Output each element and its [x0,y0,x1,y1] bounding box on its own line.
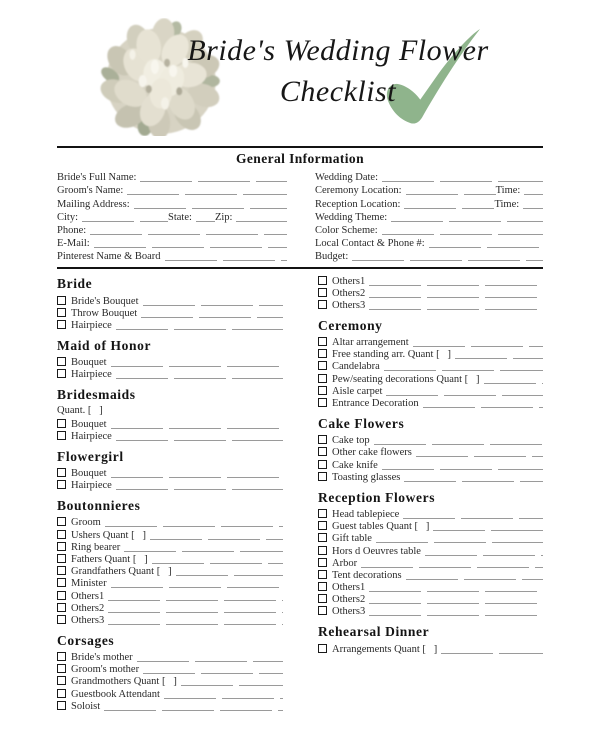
form-field-row [315,210,543,223]
checklist-section [57,633,283,712]
document-header [0,0,600,146]
field-label: Local Contact & Phone #: [315,238,425,250]
write-in-line[interactable] [111,420,283,429]
item-label: Cake top [332,435,370,447]
item-label: Bouquet [71,468,107,479]
write-in-line[interactable] [108,592,283,601]
write-in-line[interactable] [369,289,543,298]
item-label: Head tablepiece [332,508,400,520]
field-write-in-line[interactable] [140,173,287,182]
checklist-item [318,593,543,605]
write-in-line[interactable] [374,436,543,445]
checkbox[interactable] [57,652,66,661]
write-in-line[interactable] [150,531,283,540]
item-label: Others3 [332,299,366,311]
checkbox[interactable] [57,689,66,698]
item-label: Soloist [71,700,101,712]
item-label: Grandmothers Quant [ ] [71,676,177,688]
checklist-section [57,338,283,380]
field-write-in-line[interactable] [90,226,287,235]
general-information-heading: General Information [236,151,364,166]
write-in-line[interactable] [152,555,283,564]
write-in-line[interactable] [386,387,543,396]
checklist-item [318,471,543,483]
checkbox[interactable] [57,480,66,489]
section-heading: Ceremony [318,317,383,333]
checkbox[interactable] [57,320,66,329]
checkbox[interactable] [57,369,66,378]
checklist-item [318,287,543,299]
checkbox[interactable] [318,361,327,370]
form-field-row [315,236,543,249]
item-label: Fathers Quant [ ] [71,553,148,565]
checkbox[interactable] [57,542,66,551]
item-label: Groom's mother [71,664,140,676]
write-in-line[interactable] [111,579,283,588]
checklist-item [57,663,283,675]
item-label: Ring bearer [71,541,121,553]
item-label: Other cake flowers [332,447,412,459]
item-label: Aisle carpet [332,385,383,397]
field-write-in-line[interactable] [382,226,543,235]
checkbox[interactable] [318,460,327,469]
field-write-in-line[interactable] [429,239,543,248]
checkbox[interactable] [318,398,327,407]
write-in-line[interactable] [403,510,543,519]
field-label: Wedding Date: [315,172,379,184]
checkbox[interactable] [318,644,327,653]
checklist-item [57,467,283,479]
write-in-line[interactable] [116,321,283,330]
checklist-section [318,416,543,483]
item-label: Hairpiece [71,480,112,492]
write-in-line[interactable] [455,350,543,359]
checkbox[interactable] [318,386,327,395]
checklist-body [57,274,543,712]
field-label: Ceremony Location: [315,185,402,197]
item-label: Arrangements Quant [ ] [332,643,438,655]
checklist-item [318,336,543,348]
section-heading: Bride [57,276,93,292]
section-heading: Reception Flowers [318,489,436,505]
item-label: Others1 [71,590,105,602]
checkbox[interactable] [57,603,66,612]
checklist-item [318,605,543,617]
write-in-line[interactable] [116,370,283,379]
item-label: Candelabra [332,361,380,373]
item-label: Minister [71,578,107,590]
checkbox[interactable] [57,419,66,428]
checkbox[interactable] [318,300,327,309]
checklist-item [57,651,283,663]
checklist-item [57,417,283,429]
checklist-item [318,348,543,360]
checklist-item [318,446,543,458]
form-field-row [315,170,543,183]
checklist-item [57,541,283,553]
item-label: Hors d Oeuvres table [332,545,421,557]
checklist-item [57,577,283,589]
checkbox[interactable] [57,615,66,624]
item-label: Entrance Decoration [332,398,419,409]
checkbox[interactable] [318,374,327,383]
checklist-item [57,614,283,626]
checklist-item [318,360,543,372]
checkbox[interactable] [318,447,327,456]
checklist-section [318,318,543,409]
general-information-section [57,151,543,262]
checklist-item [57,368,283,380]
checkbox[interactable] [57,578,66,587]
checklist-item [57,553,283,565]
checklist-right-column [318,274,543,712]
field-write-in-line[interactable] [382,173,543,182]
checkbox[interactable] [318,533,327,542]
checkbox[interactable] [318,472,327,481]
checkbox[interactable] [57,566,66,575]
checklist-left-column [57,274,283,712]
write-in-line[interactable] [382,461,543,470]
item-label: Guestbook Attendant [71,688,160,700]
checklist-item [318,458,543,470]
checkbox[interactable] [318,594,327,603]
field-label: Pinterest Name & Board [57,251,161,263]
write-in-line[interactable] [369,607,543,616]
form-field-row [57,249,287,262]
form-field-row [57,170,287,183]
field-label: Phone: [57,224,87,236]
write-in-line[interactable] [108,604,283,613]
quantity-note: Quant. [ ] [57,405,103,417]
item-label: Others2 [71,602,105,614]
item-label: Bride's Bouquet [71,295,139,307]
form-field-row [315,183,543,196]
checklist-item [57,565,283,577]
field-label: E-Mail: [57,238,90,250]
write-in-line[interactable] [406,571,543,580]
item-label: Bride's mother [71,652,133,664]
write-in-line[interactable] [369,277,543,286]
field-write-in-line[interactable] [391,213,543,222]
item-label: Throw Bouquet [71,307,138,319]
item-label: Arbor [332,557,358,569]
checklist-item [318,274,543,286]
checklist-item [57,516,283,528]
form-field-row [57,223,287,236]
checklist-item [57,602,283,614]
checklist-item [57,319,283,331]
write-in-line[interactable] [116,432,283,441]
form-field-row [315,249,543,262]
checklist-item [57,307,283,319]
item-label: Grandfathers Quant [ ] [71,566,172,578]
field-write-in-line[interactable] [196,213,215,222]
item-label: Groom [71,517,101,529]
write-in-line[interactable] [116,481,283,490]
checklist-item [318,385,543,397]
page-title [182,30,494,112]
field-write-in-line[interactable] [523,200,543,209]
checkbox[interactable] [57,676,66,685]
checkbox[interactable] [318,521,327,530]
item-label: Guest tables Quant [ ] [332,521,430,533]
item-label: Hairpiece [71,430,112,442]
item-label: Ushers Quant [ ] [71,529,146,541]
write-in-line[interactable] [143,665,283,674]
checklist-item [57,589,283,601]
item-label: Gift table [332,533,372,545]
write-in-line[interactable] [361,559,543,568]
checklist-section [57,387,283,442]
checkbox[interactable] [57,308,66,317]
write-in-line[interactable] [369,583,543,592]
page-title-line2: Checklist [279,75,397,108]
field-write-in-line[interactable] [352,252,543,261]
checklist-item [57,479,283,491]
checkbox[interactable] [57,664,66,673]
form-field-row [315,223,543,236]
write-in-line[interactable] [105,518,283,527]
checklist-section [57,449,283,491]
divider-top [57,146,543,148]
item-label: Others1 [332,275,366,287]
checklist-item [318,581,543,593]
write-in-line[interactable] [413,338,543,347]
checkbox[interactable] [57,701,66,710]
write-in-line[interactable] [164,690,283,699]
field-write-in-line[interactable] [236,213,287,222]
general-info-right-column [315,170,543,262]
checklist-item [57,356,283,368]
write-in-line[interactable] [141,309,283,318]
write-in-line[interactable] [404,473,543,482]
section-heading: Flowergirl [57,448,124,464]
write-in-line[interactable] [425,547,543,556]
item-label: Cake knife [332,459,378,471]
field-label: Reception Location: [315,198,401,210]
field-label: Zip: [214,211,233,223]
checkbox[interactable] [318,606,327,615]
field-label: City: [57,211,79,223]
item-label: Tent decorations [332,569,402,581]
checklist-item [318,532,543,544]
checkbox[interactable] [57,517,66,526]
checklist-item [318,557,543,569]
divider-middle [57,267,543,269]
checkbox[interactable] [318,337,327,346]
item-label: Pew/seating decorations Quant [ ] [332,373,480,385]
item-label: Others3 [332,606,366,618]
field-write-in-line[interactable] [127,186,287,195]
write-in-line[interactable] [416,448,543,457]
checkbox[interactable] [57,296,66,305]
checklist-item [318,372,543,384]
section-heading: Corsages [57,632,115,648]
page-title-line1: Bride's Wedding Flower [187,34,489,67]
write-in-line[interactable] [111,358,283,367]
field-write-in-line[interactable] [134,200,287,209]
checkbox[interactable] [57,554,66,563]
write-in-line[interactable] [108,616,283,625]
section-heading: Boutonnieres [57,498,141,514]
item-label: Hairpiece [71,369,112,381]
write-in-line[interactable] [384,362,543,371]
write-in-line[interactable] [143,297,283,306]
checklist-item [57,294,283,306]
item-label: Others2 [332,287,366,299]
checklist-item [318,642,543,654]
general-info-left-column [57,170,287,262]
field-label: Mailing Address: [57,198,130,210]
item-label: Free standing arr. Quant [ ] [332,349,451,361]
write-in-line[interactable] [181,677,283,686]
checkbox[interactable] [57,431,66,440]
form-field-row [57,210,287,223]
checkbox[interactable] [318,349,327,358]
form-field-row [57,183,287,196]
form-field-row [315,196,543,209]
checkbox[interactable] [318,509,327,518]
field-write-in-line[interactable] [94,239,287,248]
checkbox[interactable] [318,570,327,579]
write-in-line[interactable] [423,399,543,408]
checklist-item [318,434,543,446]
checkbox[interactable] [318,288,327,297]
form-field-row [57,236,287,249]
section-heading: Maid of Honor [57,337,152,353]
checklist-item [318,520,543,532]
item-label: Others2 [332,594,366,606]
write-in-line[interactable] [441,645,543,654]
item-label: Bouquet [71,357,107,369]
field-write-in-line[interactable] [404,200,494,209]
field-write-in-line[interactable] [406,186,496,195]
checkbox[interactable] [57,591,66,600]
checklist-section [57,276,283,331]
checklist-item [318,544,543,556]
field-label: State: [168,211,192,223]
checklist-section [318,490,543,618]
section-heading: Cake Flowers [318,416,405,431]
item-label: Others1 [332,582,366,594]
field-label: Bride's Full Name: [57,172,137,184]
checkbox[interactable] [318,276,327,285]
write-in-line[interactable] [176,567,283,576]
checkbox[interactable] [318,582,327,591]
checklist-item [318,569,543,581]
section-heading: Rehearsal Dinner [318,624,430,640]
checklist-section [318,624,543,654]
field-label: Time: [494,198,520,210]
checkbox[interactable] [57,357,66,366]
write-in-line[interactable] [433,522,543,531]
item-label: Others3 [71,614,105,626]
field-write-in-line[interactable] [165,252,287,261]
write-in-line[interactable] [369,301,543,310]
item-label: Hairpiece [71,319,112,331]
write-in-line[interactable] [376,534,543,543]
item-label: Toasting glasses [332,471,401,483]
write-in-line[interactable] [137,653,283,662]
checklist-item [57,675,283,687]
field-label: Wedding Theme: [315,211,388,223]
checklist-item [57,430,283,442]
write-in-line[interactable] [369,595,543,604]
item-label: Bouquet [71,418,107,430]
checklist-item [318,508,543,520]
field-label: Time: [495,185,521,197]
section-heading: Bridesmaids [57,387,136,403]
form-field-row [57,196,287,209]
checklist-item [57,687,283,699]
checkbox[interactable] [318,546,327,555]
checkbox[interactable] [318,435,327,444]
write-in-line[interactable] [104,702,283,711]
checklist-item [57,528,283,540]
field-label: Color Scheme: [315,224,378,236]
item-label: Altar arrangement [332,337,409,349]
write-in-line[interactable] [111,469,283,478]
write-in-line[interactable] [484,375,543,384]
checkbox[interactable] [57,530,66,539]
field-label: Budget: [315,251,349,263]
checklist-item [318,299,543,311]
checklist-item [57,700,283,712]
field-write-in-line[interactable] [82,213,168,222]
checkbox[interactable] [318,558,327,567]
write-in-line[interactable] [124,543,283,552]
checklist-item [318,397,543,409]
field-write-in-line[interactable] [524,186,543,195]
checklist-section [318,274,543,311]
field-label: Groom's Name: [57,185,124,197]
checklist-section [57,498,283,626]
checkbox[interactable] [57,468,66,477]
